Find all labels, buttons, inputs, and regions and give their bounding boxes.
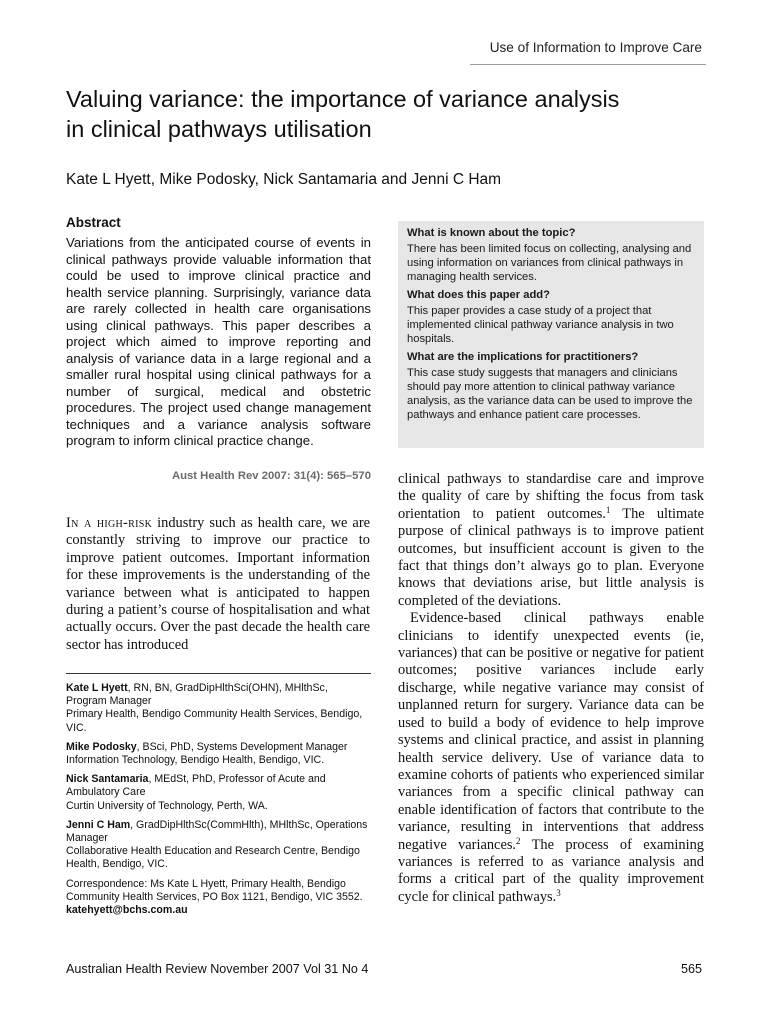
author-affiliations (66, 682, 371, 923)
header-divider (470, 64, 706, 65)
affiliation-institution: Information Technology, Bendigo Health, Bendigo, VIC. (66, 754, 325, 767)
affiliation-entry (66, 741, 371, 767)
adds-answer: This paper provides a case study of a project that implemented clinical pathway variance analysis in two hospitals. (407, 305, 674, 345)
affiliation-entry (66, 819, 371, 872)
known-question: What is known about the topic? (407, 227, 576, 239)
affiliation-entry (66, 773, 371, 813)
affiliation-author: Mike Podosky (66, 740, 137, 753)
known-answer: There has been limited focus on collecting, analysing and using information on variances from clinical pathways in managing health services. (407, 243, 692, 283)
intro-lead-in: In a high-risk (66, 515, 153, 531)
reference-1[interactable]: 1 (605, 504, 611, 515)
intro-body: industry such as health care, we are constantly striving to improve our practice to improve patient outcomes. Important information for these improvements is the understanding of the variance between what is anticipated to happen during a patient’s course of hospitalisation and what actually occurs. Over the past decade the health care sector has introduced (66, 515, 370, 653)
affiliation-credentials: , GradDipHlthSc(CommHlth), MHlthSc, Operations Manager (66, 818, 368, 845)
reference-2[interactable]: 2 (516, 835, 521, 846)
body-text: Evidence-based clinical pathways enable clinicians to identify unexpected events (ie, variances) that can be positive or negative for patient outcomes; positive variances include early discharge, while negative variance may consist of unplanned return for surgery. Variance data can be used to build a body of evidence to help improve systems and clinical practice, and assist in planning health service delivery. Use of variance data to examine cohorts of patients who experienced similar variances from a specific clinical pathway can enable identification of factors that contribute to the variance, resulting in interventions that address negative variances. (398, 610, 704, 853)
correspondence-address: Correspondence: Ms Kate L Hyett, Primary Health, Bendigo Community Health Services, PO Box 1121, Bendigo, VIC 3552. (66, 877, 363, 903)
adds-question: What does this paper add? (407, 289, 550, 301)
page-number: 565 (680, 962, 702, 976)
affiliation-entry (66, 682, 371, 735)
body-paragraph-2 (398, 610, 704, 906)
implications-question: What are the implications for practitioners? (407, 351, 639, 363)
affiliation-credentials: , MEdSt, PhD, Professor of Acute and Ambulatory Care (66, 773, 326, 799)
right-column-body (398, 471, 704, 906)
body-text: clinical pathways to standardise care and improve the quality of care by shifting the focus from task orientation to patient outcomes. (398, 471, 704, 522)
running-head: Use of Information to Improve Care (489, 40, 702, 55)
affiliation-author: Jenni C Ham (66, 818, 131, 831)
title-line-2: in clinical pathways utilisation (66, 116, 372, 142)
abstract-heading: Abstract (66, 215, 121, 230)
implications-answer: This case study suggests that managers and clinicians should pay more attention to clinical pathway variance analysis, as the variance data can be used to improve the pathways and enhance patient care processes. (407, 367, 693, 421)
affiliation-credentials: , RN, BN, GradDipHlthSci(OHN), MHlthSc, Program Manager (66, 682, 328, 708)
title-line-1: Valuing variance: the importance of variance analysis (66, 86, 620, 112)
author-list: Kate L Hyett, Mike Podosky, Nick Santamaria and Jenni C Ham (66, 171, 502, 188)
notes-divider (66, 673, 371, 674)
body-text: The ultimate purpose of clinical pathways is to improve patient outcomes, but insufficient account is given to the fact that things don’t always go to plan. Everyone knows that deviations arise, but little analysis is completed of the deviations. (398, 505, 704, 609)
reference-3[interactable]: 3 (556, 887, 561, 898)
affiliation-institution: Curtin University of Technology, Perth, WA. (66, 799, 268, 812)
affiliation-credentials: , BSci, PhD, Systems Development Manager (136, 740, 348, 753)
article-title (66, 84, 706, 144)
journal-footer: Australian Health Review November 2007 Vol 31 No 4 (66, 962, 369, 976)
correspondence-email[interactable]: katehyett@bchs.com.au (66, 904, 188, 917)
affiliation-author: Nick Santamaria (66, 773, 149, 786)
correspondence (66, 878, 371, 918)
journal-citation: Aust Health Rev 2007: 31(4): 565–570 (171, 470, 371, 482)
body-text: The process of examining variances is referred to as variance analysis and forms a critical part of the quality improvement cycle for clinical pathways. (398, 836, 704, 905)
intro-paragraph (66, 515, 370, 654)
affiliation-institution: Primary Health, Bendigo Community Health Services, Bendigo, VIC. (66, 708, 363, 734)
body-paragraph-1 (398, 471, 704, 610)
abstract-text: Variations from the anticipated course of events in clinical pathways provide valuable information that could be used to improve clinical practice and health service planning. Surprisingly, variance data are rarely collected in health care organisations using clinical pathways. This paper describes a project which aimed to improve reporting and analysis of variance data in a large regional and a smaller rural hospital using clinical pathways for a number of surgical, medical and obstetric procedures. The project used change management techniques and a variance analysis software program to inform clinical practice change. (66, 235, 371, 448)
affiliation-author: Kate L Hyett (66, 682, 128, 694)
affiliation-institution: Collaborative Health Education and Research Centre, Bendigo Health, Bendigo, VIC. (66, 845, 360, 871)
key-points-box (398, 221, 704, 448)
